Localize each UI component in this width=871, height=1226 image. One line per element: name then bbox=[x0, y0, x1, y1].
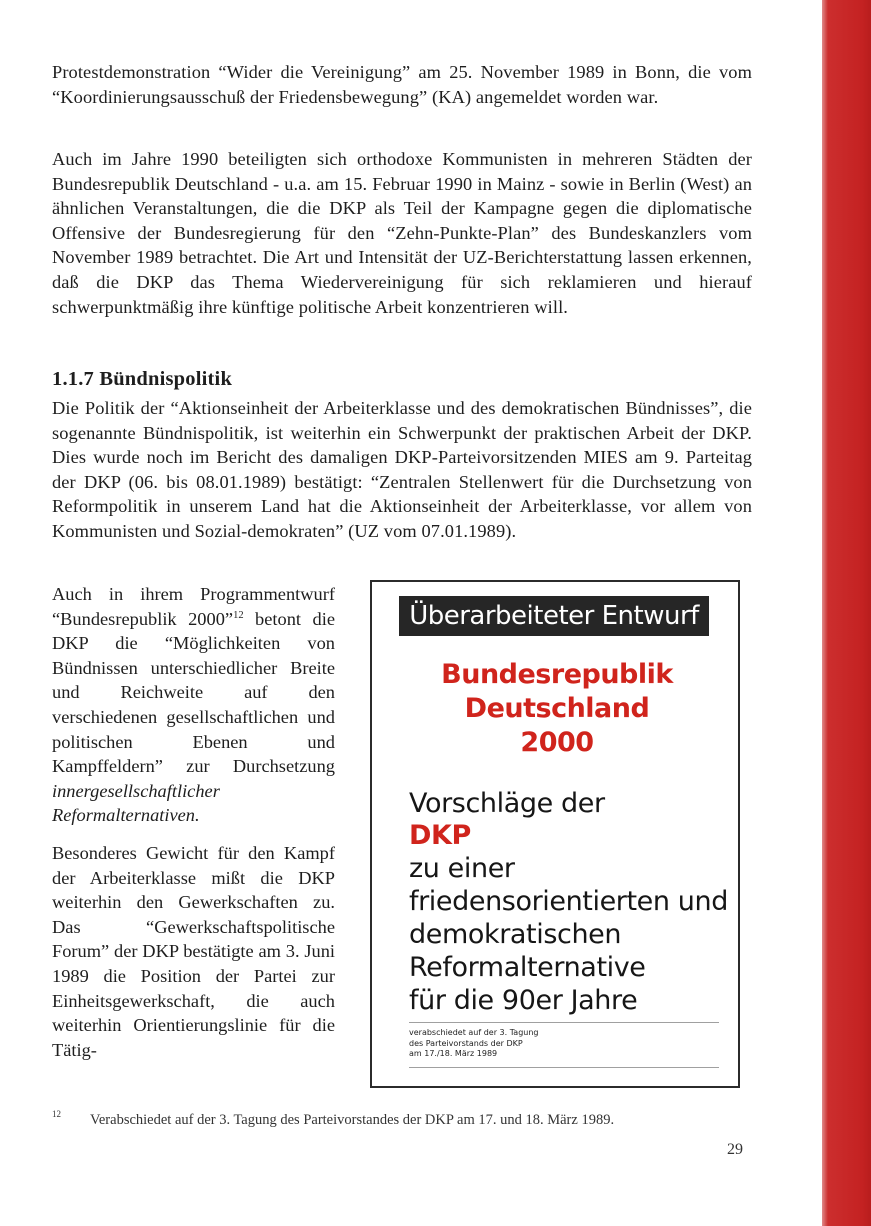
column-paragraph-1 bbox=[52, 582, 335, 828]
cover-note-line: am 17./18. März 1989 bbox=[409, 1049, 498, 1058]
cover-note-line: des Parteivorstands der DKP bbox=[409, 1038, 523, 1048]
document-cover-figure bbox=[370, 580, 740, 1088]
cover-title-line: Deutschland bbox=[464, 693, 650, 724]
column-text-middle: betont die DKP die “Möglichkeiten von Bündnissen unterschiedlicher Breite und Reichweite auf den verschiedenen gesellschaftlichen und politischen Ebenen und Kampffeldern” zur Durchsetzung bbox=[52, 608, 335, 777]
cover-subtitle-line: Vorschläge der bbox=[409, 788, 605, 819]
page-number: 29 bbox=[727, 1141, 743, 1158]
column-text-italic: innergesellschaftlicher Reformalternativen. bbox=[52, 780, 220, 826]
cover-title-line: Bundesrepublik bbox=[441, 659, 673, 690]
red-edge-strip bbox=[822, 0, 871, 1226]
cover-note-line: verabschiedet auf der 3. Tagung bbox=[409, 1028, 539, 1037]
intro-paragraph-2: Auch im Jahre 1990 beteiligten sich orthodoxe Kommunisten in mehreren Städten der Bundesrepublik Deutschland - u.a. am 15. Februar 1990 in Mainz - sowie in Berlin (West) an ähnlichen Veranstaltungen, die die DKP als Teil der Kampagne gegen die diplomatische Offensive der Bundesregierung für den “Zehn-Punkte-Plan” des Bundeskanzlers vom November 1989 betrachtet. Die Art und Intensität der UZ-Berichterstattung lassen erkennen, daß die DKP das Thema Wiedervereinigung für sich reklamieren und hierauf schwerpunktmäßig ihre künftige politische Arbeit konzentrieren will. bbox=[52, 149, 752, 317]
cover-subtitle-line: zu einer bbox=[409, 853, 515, 884]
cover-subtitle-line: Reformalternative bbox=[409, 952, 646, 983]
cover-title-line: 2000 bbox=[520, 727, 594, 758]
cover-subtitle-line: demokratischen bbox=[409, 919, 622, 950]
section-paragraph: Die Politik der “Aktionseinheit der Arbeiterklasse und des demokratischen Bündnisses”, die sogenannte Bündnispolitik, ist weiterhin ein Schwerpunkt der praktischen Arbeit der DKP. Dies wurde noch im Bericht des damaligen DKP-Parteivorsitzenden MIES am 9. Parteitag der DKP (06. bis 08.01.1989) bestätigt: “Zentralen Stellenwert für die Durchsetzung von Reformpolitik in unserem Land hat die Aktionseinheit der Arbeiterklasse, vor allem von Kommunisten und Sozial-demokraten” (UZ vom 07.01.1989). bbox=[52, 398, 752, 541]
footnote-reference: 12 bbox=[233, 609, 244, 621]
footnote-number: 12 bbox=[52, 1109, 61, 1119]
cover-divider bbox=[409, 1022, 719, 1023]
column-paragraph-2: Besonderes Gewicht für den Kampf der Arbeiterklasse mißt die DKP weiterhin den Gewerkschaften zu. Das “Gewerkschaftspolitische Forum” der DKP bestätigte am 3. Juni 1989 die Position der Partei zur Einheitsgewerkschaft, die auch weiterhin Orientierungslinie für die Tätig- bbox=[52, 843, 335, 1060]
footnote-text: Verabschiedet auf der 3. Tagung des Parteivorstandes der DKP am 17. und 18. März 1989. bbox=[90, 1112, 615, 1128]
cover-subtitle-dkp: DKP bbox=[409, 820, 471, 851]
intro-paragraph-1: Protestdemonstration “Wider die Vereinigung” am 25. November 1989 in Bonn, die vom “Koordinierungsausschuß der Friedensbewegung” (KA) angemeldet worden war. bbox=[52, 62, 752, 107]
section-heading: 1.1.7 Bündnispolitik bbox=[52, 368, 233, 390]
cover-divider bbox=[409, 1067, 719, 1068]
cover-subtitle-line: friedensorientierten und bbox=[409, 886, 728, 917]
column-text-start: Auch in ihrem Programmentwurf “Bundesrepublik 2000” bbox=[52, 584, 335, 629]
cover-subtitle-line: für die 90er Jahre bbox=[409, 985, 638, 1016]
cover-banner: Überarbeiteter Entwurf bbox=[399, 596, 709, 636]
